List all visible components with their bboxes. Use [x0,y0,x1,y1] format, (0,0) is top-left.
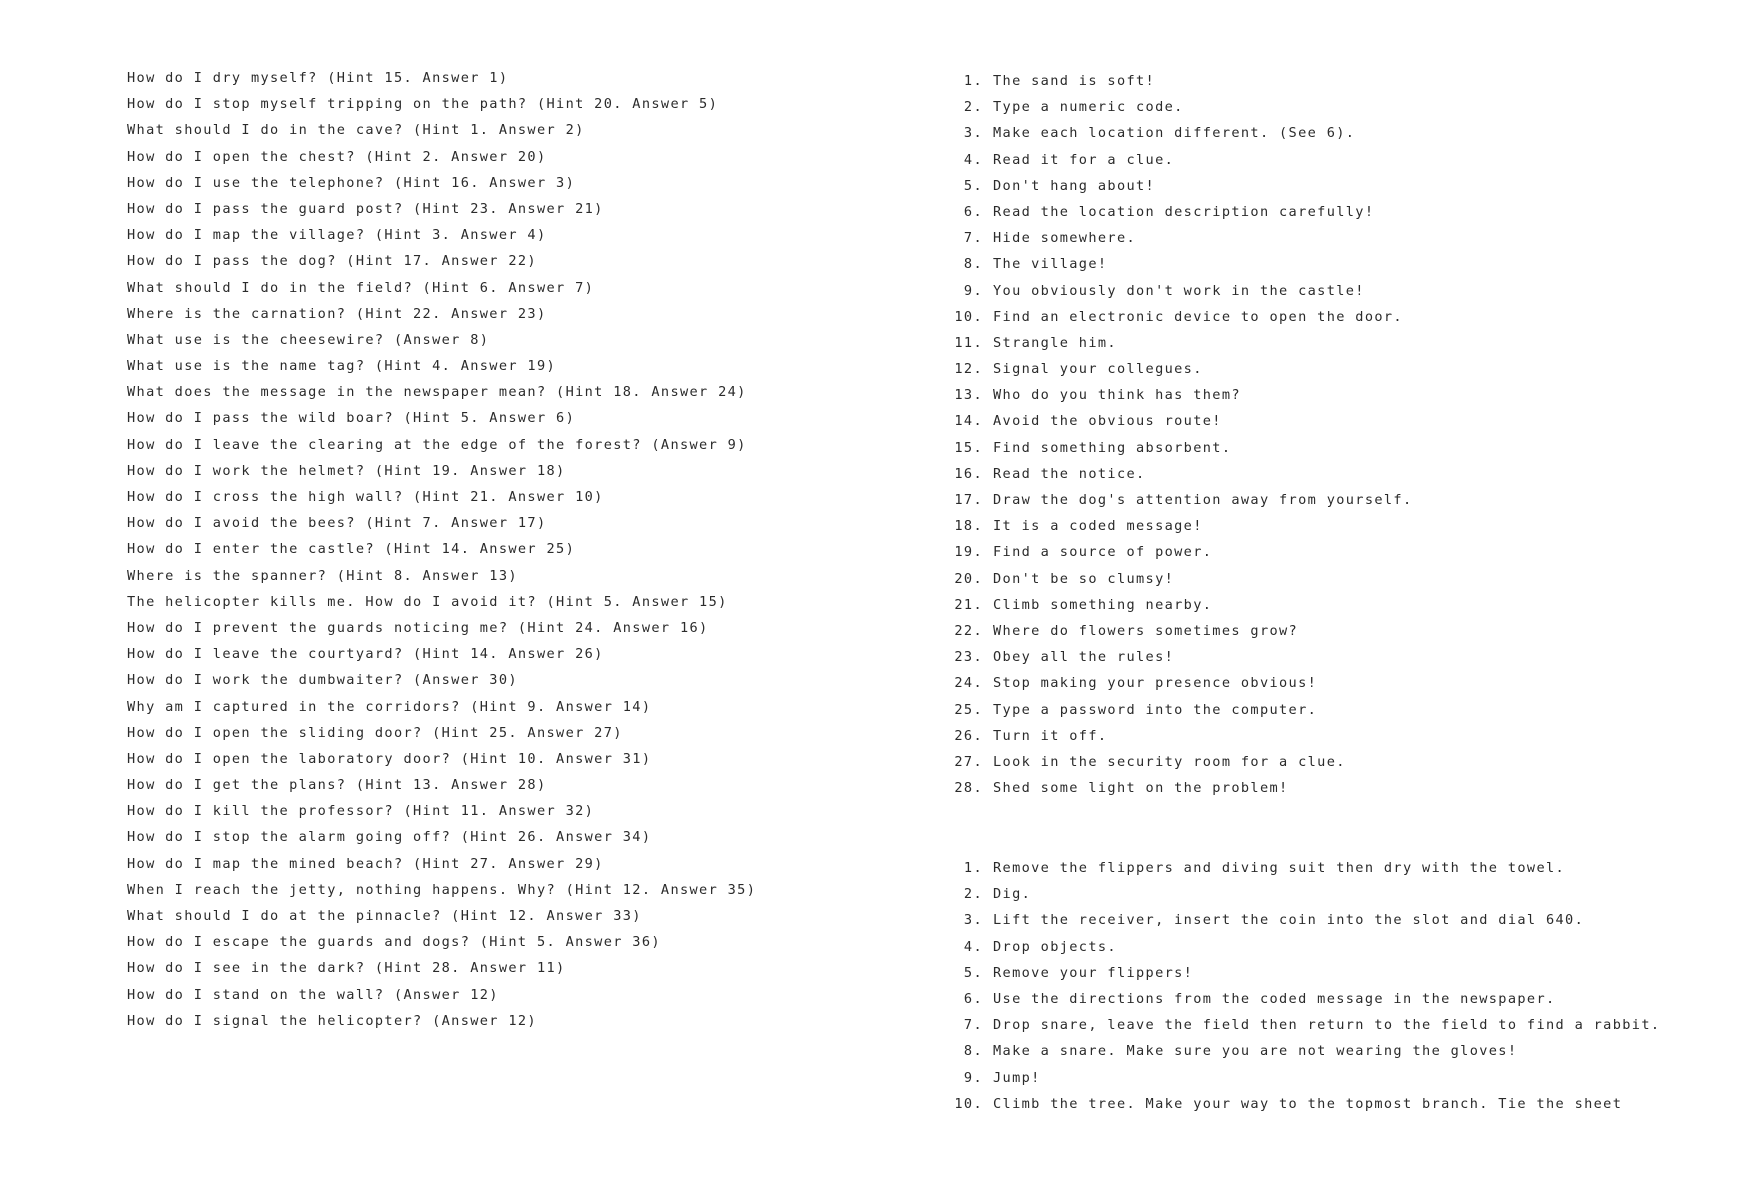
question-item: How do I get the plans? (Hint 13. Answer 28) [127,777,547,794]
answer-item-number: 10. [954,1095,983,1112]
answer-item-text: Use the directions from the coded message in the newspaper. [993,990,1556,1007]
answer-item-text: Make a snare. Make sure you are not wearing the gloves! [993,1043,1518,1060]
question-item: How do I map the mined beach? (Hint 27. Answer 29) [127,855,604,872]
hint-item-number: 11. [954,334,983,351]
answer-item [963,881,1660,907]
hint-item-number: 20. [954,570,983,587]
hint-item-text: It is a coded message! [993,518,1203,535]
question-item: How do I leave the courtyard? (Hint 14. Answer 26) [127,646,604,663]
hint-item-text: Draw the dog's attention away from yourself. [993,492,1413,508]
hint-item-number: 26. [954,727,983,744]
answer-item [963,1065,1660,1091]
question-item: What use is the cheesewire? (Answer 8) [127,331,490,348]
hint-item-number: 5. [963,177,983,194]
hint-item-text: Make each location different. (See 6). [993,125,1356,142]
hint-item-text: The sand is soft! [993,73,1156,89]
answer-item-number: 7. [963,1017,983,1034]
answer-item-number: 1. [963,860,983,876]
hint-item-number: 3. [963,125,983,142]
question-item: What should I do in the cave? (Hint 1. Answer 2) [127,122,585,139]
hint-item-text: Read it for a clue. [993,151,1175,168]
hint-item [954,618,1413,644]
question-item: When I reach the jetty, nothing happens. Why? (Hint 12. Answer 35) [127,881,757,898]
hint-item-number: 18. [954,518,983,535]
answer-item [963,1012,1661,1038]
hint-item [954,356,1413,382]
answer-item-number: 2. [963,886,983,903]
hint-item [954,592,1413,618]
question-item: How do I see in the dark? (Hint 28. Answer 11) [127,960,566,977]
hint-item [954,304,1413,330]
hint-item [954,566,1413,592]
answers-list [954,855,1661,1117]
question-item: How do I open the chest? (Hint 2. Answer 20) [127,148,547,165]
answer-item-text: Jump! [993,1069,1041,1086]
hint-item [954,539,1413,565]
answer-item [963,907,1660,933]
hint-item-number: 19. [954,544,983,561]
question-item: How do I stop myself tripping on the path? (Hint 20. Answer 5) [127,96,719,113]
question-item: How do I signal the helicopter? (Answer 12) [127,1012,537,1029]
answer-item-number: 4. [963,938,983,955]
question-item: How do I pass the dog? (Hint 17. Answer 22) [127,253,537,270]
answer-item-text: Lift the receiver, insert the coin into the slot and dial 640. [993,912,1585,929]
hint-item [954,408,1413,434]
answer-item-number: 3. [963,912,983,929]
hint-item-number: 15. [954,439,983,456]
question-item: The helicopter kills me. How do I avoid it? (Hint 5. Answer 15) [127,593,728,610]
hint-item-number: 13. [954,387,983,404]
hint-item-number: 8. [963,256,983,273]
question-item: How do I avoid the bees? (Hint 7. Answer 17) [127,515,547,532]
hint-item-number: 28. [954,780,983,797]
hint-item [963,225,1413,251]
hint-item-text: Strangle him. [993,334,1117,351]
question-item: What use is the name tag? (Hint 4. Answer 19) [127,358,557,375]
answer-item-number: 6. [963,990,983,1007]
answer-item-number: 5. [963,964,983,981]
answer-item [963,986,1660,1012]
hint-item-text: Type a numeric code. [993,99,1184,116]
question-item: Where is the spanner? (Hint 8. Answer 13) [127,567,518,584]
hint-item [954,487,1413,513]
answer-item [963,1038,1660,1064]
hint-item-number: 23. [954,649,983,666]
question-item: How do I dry myself? (Hint 15. Answer 1) [127,70,509,86]
hint-item-text: Climb something nearby. [993,596,1213,613]
answer-item-text: Remove your flippers! [993,964,1194,981]
hint-item-text: Don't be so clumsy! [993,570,1175,587]
hint-item [954,697,1413,723]
question-item: Why am I captured in the corridors? (Hint 9. Answer 14) [127,698,652,715]
hint-item [963,251,1413,277]
hint-item-text: Who do you think has them? [993,387,1241,404]
hint-item-text: Where do flowers sometimes grow? [993,622,1299,639]
hint-item-number: 1. [963,73,983,89]
hint-item [954,382,1413,408]
hint-item-number: 14. [954,413,983,430]
hint-item-text: Don't hang about! [993,177,1156,194]
hint-item-text: Read the location description carefully! [993,203,1375,220]
answer-item-text: Dig. [993,886,1032,903]
question-item: How do I work the helmet? (Hint 19. Answer 18) [127,462,566,479]
question-item: Where is the carnation? (Hint 22. Answer 23) [127,305,547,322]
hint-item-number: 25. [954,701,983,718]
answer-item [954,1091,1660,1117]
hint-item [954,513,1413,539]
question-item: How do I open the sliding door? (Hint 25. Answer 27) [127,724,623,741]
hint-item-text: The village! [993,256,1108,273]
hint-item-number: 16. [954,465,983,482]
hint-item-number: 9. [963,282,983,299]
hint-item-number: 21. [954,596,983,613]
answer-item-number: 8. [963,1043,983,1060]
hint-item-number: 6. [963,203,983,220]
question-item: How do I pass the guard post? (Hint 23. Answer 21) [127,200,604,217]
hint-item-number: 10. [954,308,983,325]
hint-item-text: Avoid the obvious route! [993,413,1222,430]
hint-item [963,173,1413,199]
answer-item-text: Drop snare, leave the field then return to the field to find a rabbit. [993,1017,1661,1034]
hint-item-number: 27. [954,753,983,770]
question-item: How do I stand on the wall? (Answer 12) [127,986,499,1003]
question-item: How do I use the telephone? (Hint 16. Answer 3) [127,174,576,191]
question-item: What should I do in the field? (Hint 6. Answer 7) [127,279,595,296]
hint-item-text: Signal your collegues. [993,361,1203,378]
hint-item-text: Read the notice. [993,465,1146,482]
hint-item [954,775,1413,801]
hint-item [963,278,1413,304]
question-item: How do I pass the wild boar? (Hint 5. Answer 6) [127,410,576,427]
hint-item [963,147,1413,173]
question-item: How do I leave the clearing at the edge of the forest? (Answer 9) [127,436,747,453]
question-item: How do I open the laboratory door? (Hint 10. Answer 31) [127,750,652,767]
question-item: How do I work the dumbwaiter? (Answer 30) [127,672,518,689]
hints-list [954,68,1413,801]
question-item: How do I map the village? (Hint 3. Answer 4) [127,227,547,244]
hint-item-text: Turn it off. [993,727,1108,744]
hint-item-number: 4. [963,151,983,168]
hint-item [954,644,1413,670]
hint-item [963,120,1413,146]
question-item: How do I cross the high wall? (Hint 21. Answer 10) [127,489,604,505]
question-item: How do I stop the alarm going off? (Hint 26. Answer 34) [127,829,652,846]
answer-item-number: 9. [963,1069,983,1086]
hint-item-text: Find something absorbent. [993,439,1232,456]
hint-item-number: 7. [963,230,983,247]
hint-item-number: 24. [954,675,983,692]
hint-item [954,670,1413,696]
question-item: What does the message in the newspaper mean? (Hint 18. Answer 24) [127,384,747,401]
question-item: How do I escape the guards and dogs? (Hint 5. Answer 36) [127,934,661,951]
answer-item-text: Drop objects. [993,938,1117,955]
answer-item [963,855,1660,881]
hint-item-number: 2. [963,99,983,116]
hint-item [954,330,1413,356]
hint-item [954,461,1413,487]
question-item: How do I kill the professor? (Hint 11. Answer 32) [127,803,595,820]
hint-item [954,435,1413,461]
hint-item-text: Find a source of power. [993,544,1213,561]
hint-item-text: Look in the security room for a clue. [993,753,1346,770]
question-item: What should I do at the pinnacle? (Hint 12. Answer 33) [127,908,642,924]
hint-item [963,68,1413,94]
hint-item-number: 17. [954,492,983,508]
hint-item [954,723,1413,749]
hint-item-text: You obviously don't work in the castle! [993,282,1365,299]
question-item: How do I enter the castle? (Hint 14. Answer 25) [127,541,576,558]
answer-item-text: Climb the tree. Make your way to the topmost branch. Tie the sheet [993,1095,1623,1112]
hint-item-text: Stop making your presence obvious! [993,675,1318,692]
question-item: How do I prevent the guards noticing me? (Hint 24. Answer 16) [127,619,709,636]
hint-item-text: Obey all the rules! [993,649,1175,666]
hint-item-text: Type a password into the computer. [993,701,1318,718]
hint-item [963,94,1413,120]
answer-item [963,934,1660,960]
questions-list [127,65,756,1034]
hint-item-number: 12. [954,361,983,378]
hint-item-number: 22. [954,622,983,639]
hint-item-text: Hide somewhere. [993,230,1137,247]
answer-item [963,960,1660,986]
hint-item [963,199,1413,225]
answer-item-text: Remove the flippers and diving suit then dry with the towel. [993,860,1566,876]
hint-item-text: Shed some light on the problem! [993,780,1289,797]
hint-item-text: Find an electronic device to open the door. [993,308,1403,325]
hint-item [954,749,1413,775]
